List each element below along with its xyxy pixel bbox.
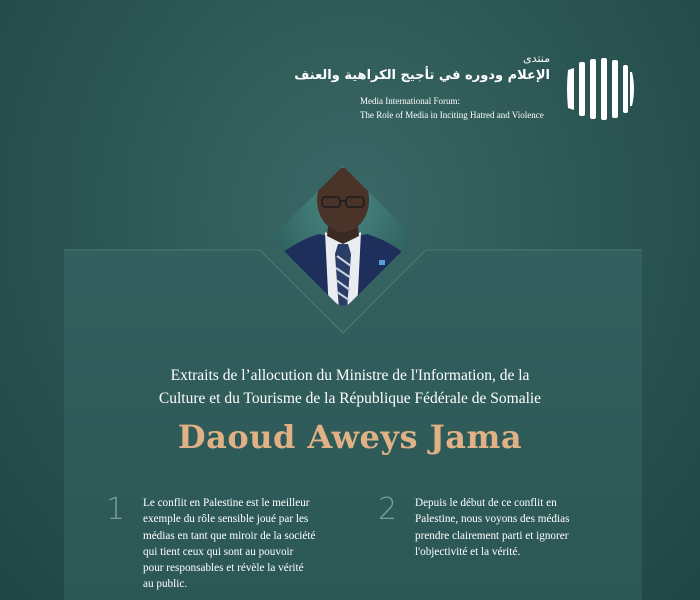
speaker-role	[120, 364, 580, 410]
speaker-role-line2: Culture et du Tourisme de la République Fédérale de Somalie	[158, 390, 542, 407]
point-1-line: au public.	[143, 578, 188, 591]
point-number-1: 1	[106, 492, 126, 527]
point-1-line: exemple du rôle sensible joué par les	[143, 513, 309, 526]
point-1-line: médias en tant que miroir de la société	[143, 529, 316, 542]
point-1-line: pour responsables et révèle la vérité	[143, 562, 304, 575]
point-2-line: Palestine, nous voyons des médias	[415, 513, 570, 526]
header-english-line1: Media International Forum:	[360, 96, 460, 106]
point-1-line: Le conflit en Palestine est le meilleur	[143, 497, 310, 509]
header-english-line2: The Role of Media in Inciting Hatred and Violence	[360, 110, 544, 120]
point-number-2: 2	[378, 492, 398, 527]
header-arabic-forum-label: منتدى	[523, 52, 550, 65]
speaker-role-line1: Extraits de l’allocution du Ministre de l'Information, de la	[170, 367, 530, 384]
speaker-name: Daoud Aweys Jama	[177, 418, 523, 456]
point-text-1	[143, 495, 343, 593]
point-1-line: qui tient ceux qui sont au pouvoir	[143, 545, 294, 558]
speaker-portrait	[267, 160, 419, 312]
header-arabic-title: الإعلام ودوره في تأجيج الكراهية والعنف	[294, 68, 550, 83]
forum-logo-icon	[566, 58, 636, 120]
point-2-line: l'objectivité et la vérité.	[415, 545, 521, 558]
point-text-2	[415, 495, 597, 560]
point-2-line: prendre clairement parti et ignorer	[415, 529, 569, 542]
point-2-line: Depuis le début de ce conflit en	[415, 497, 557, 509]
